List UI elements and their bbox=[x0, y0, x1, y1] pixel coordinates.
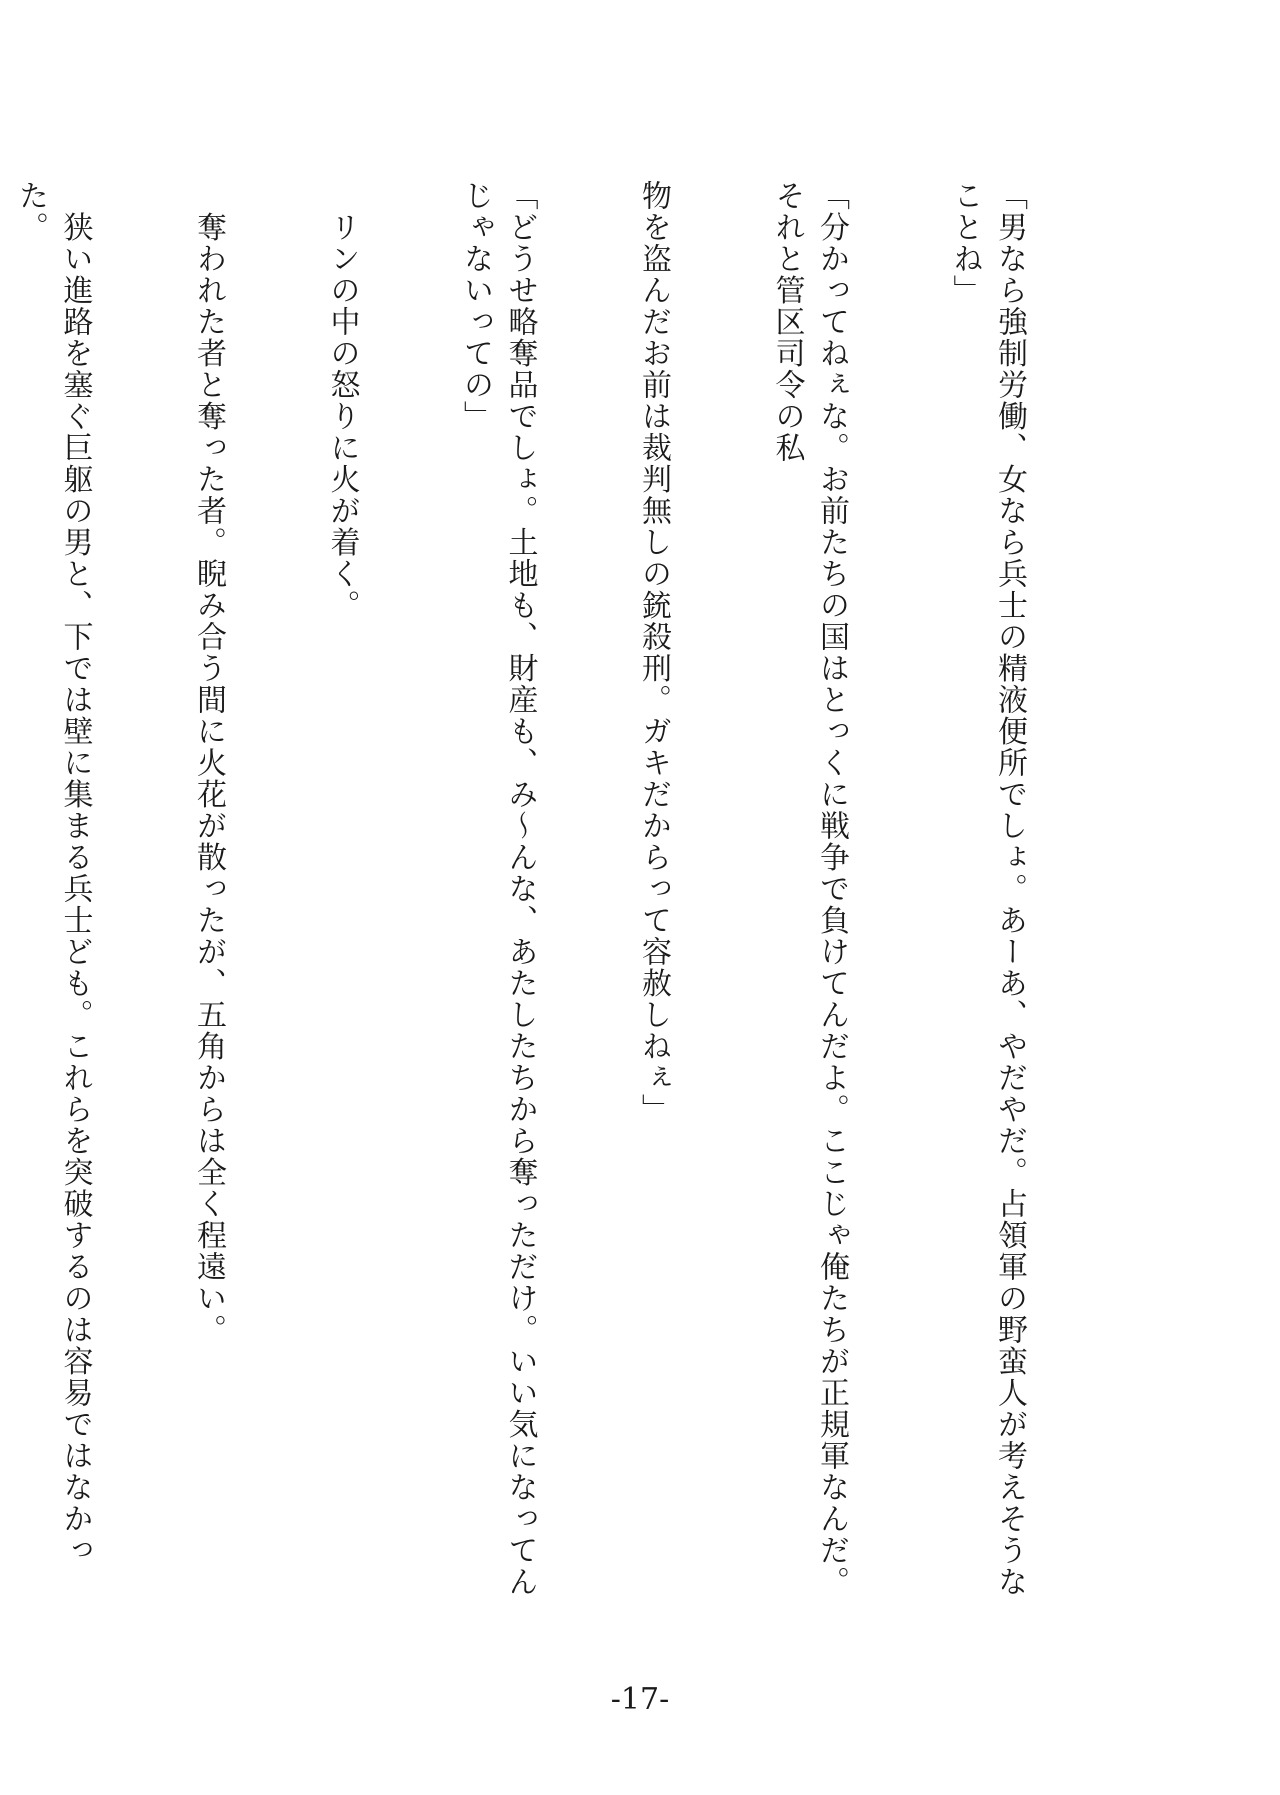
text-line: 奪われた者と奪った者。睨み合う間に火花が散ったが、五角からは全く程遠い。 bbox=[191, 180, 226, 1346]
text-line: リンの中の怒りに火が着く。 bbox=[324, 180, 360, 621]
text-line: 「どうせ略奪品でしょ。土地も、財産も、み～んな、あたしたちから奪っただけ。いい気になってんじゃないっての」 bbox=[458, 180, 538, 1598]
text-line: 狭い進路を塞ぐ巨躯の男と、下では壁に集まる兵士ども。これらを突破するのは容易ではなかった。 bbox=[13, 180, 93, 1566]
text-line: 物を盗んだお前は裁判無しの銃殺刑。ガキだからって容赦しねぇ」 bbox=[636, 180, 671, 1125]
text-line: 「男なら強制労働、女なら兵士の精液便所でしょ。あーあ、やだやだ。占領軍の野蛮人が考えそうなことね」 bbox=[947, 180, 1027, 1598]
page-number: -17- bbox=[610, 1682, 670, 1717]
text-line: 「分かってねぇな。お前たちの国はとっくに戦争で負けてんだよ。ここじゃ俺たちが正規軍なんだ。それと管区司令の私 bbox=[769, 180, 849, 1598]
body-text bbox=[0, 180, 1120, 1620]
